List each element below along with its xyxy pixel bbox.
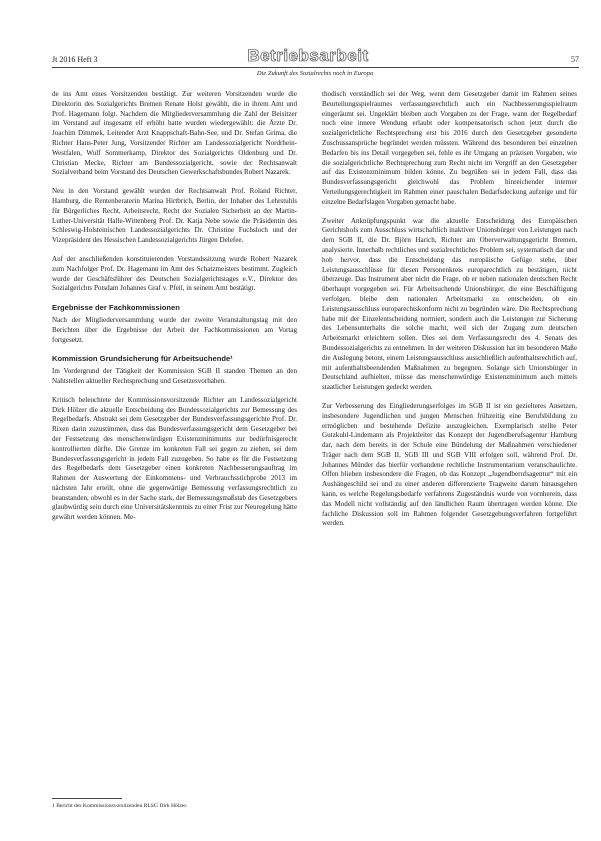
paragraph: Nach der Mitgliederversammlung wurde der zweite Veranstaltungstag mit den Berichten über die Ergebnisse der Arbeit der Fachkommissionen am Vortag fortgesetzt.: [52, 315, 297, 344]
paragraph: Zur Verbesserung des Eingliederungserfolges im SGB II ist ein gezielteres Ansetzen, insbesondere Jugendlichen und jungen Menschen frühzeitig eine Berufsbildung zu ermöglichen und bestehende Defizite auszugleichen. Exemplarisch stellte Peter Gutzkuhl-Lindemann als Projektleiter das Konzept der Jugendberufsagentur Hamburg dar, nach dem bereits in der Schule eine Bündelung der Maßnahmen verschiedener Träger nach dem SGB II, SGB III und SGB VIII erfolgen soll, während Prof. Dr. Johannes Münder das hierfür vorhandene rechtliche Instrumentarium veranschaulichte. Offen blieben insbesondere die Fragen, ob das Konzept „Jugendberufsagentur“ mit ein Aushängeschild sei und zu einer anderen differenzierte Tragweite darum hinausgehen kann, es welche Regelungsbedarfe verfahrens Zugeständnis wurde von vornherein, dass das Modell nicht vollständig auf den ländlichen Raum übertragen werden könne. Die fachliche Diskussion soll im Rahmen folgender Gesetzgebungsverfahren fortgeführt werden.: [322, 401, 577, 528]
paragraph: thodisch verständlich sei der Weg, wenn dem Gesetzgeber damit im Rahmen seines Beurteilungsspielraumes verfassungsrechtlich auch ein Nachbesserungsspielraum eingeräumt sei. Ungeklärt bleiben auch Vorgaben zu der Frage, wann der Regelbedarf noch eine innere Wendung erlaubt oder kompensatorisch schon jetzt durch die sozialgerichtliche Rechtsprechung erst bis 2016 durch den Gesetzgeber gesonderte Zuschussansprüche begründet werden müssten. Während des besonderen bei einzelnen Bedarfen bis ins Detail vorgegeben sei, fehle es ihr Umgang an präzisen Vorgaben, wie die sozialgerichtliche Rechtsprechung zum Recht nicht im Vorgriff an den Gesetzgeber auf das Existenzminimum bilden könne. Zu begrüßen sei in jedem Fall, dass das Bundesverfassungsgericht gleichwohl das Problem hinreichender interner Verteilungsgerechtigkeit im Rahmen einer pauschalen Bedarfsdeckung aufzeige und für einzelne Bedarfslagen Vorgaben gemacht habe.: [322, 90, 577, 206]
header-rule: [52, 67, 579, 68]
page-number: 57: [571, 55, 579, 64]
issue-label: Jt 2016 Heft 3: [52, 55, 98, 64]
left-column: [52, 90, 297, 532]
paragraph: Neu in den Vorstand gewählt wurden der Rechtsanwalt Prof. Roland Richter, Hamburg, die Rentenberaterin Marina Hirtbrich, Berlin, der Inhaber des Lehrstuhls für Bürgerliches Recht, Arbeitsrecht, Recht der Sozialen Sicherheit an der Martin-Luther-Universität Halle-Wittenberg Prof. Dr. Katja Nebe sowie die Präsidentin des Schleswig-Holsteinischen Landessozialgerichts Dr. Christine Fuchsloch und der Vizepräsident des Hessischen Landessozialgerichts Jürgen Delefee.: [52, 187, 297, 245]
footnote: 1 Bericht des Kommissionsvorsitzenden RLSG Dirk Hölzer.: [52, 803, 188, 809]
paragraph: Zweiter Anknüpfungspunkt war die aktuelle Entscheidung des Europäischen Gerichtshofs zum Ausschluss wirtschaftlich inaktiver Unionsbürger von Leistungen nach dem SGB II, die Dr. Björn Harich, Richter am Oberverwaltungsgericht Bremen, analysierte. Innerhalb rechtliches und sozialrechtliches Problem sei, systematisch dar und hob hervor, dass die Entscheidung das europäische Gefüge stehe, über Leistungsausschlüsse für diesen Personenkreis europarechtlich zu bestätigen, nicht überzeuge. Das Instrument aber nicht die Frage, ob er neben nationalen deutschen Recht überhaupt vorgegeben sei. Für Arbeitsuchende Unionsbürger, die eine Beschäftigung verfolgen, bleibe dem nationalen Arbeitsmarkt zu entscheiden, ob ein Leistungsausschluss europarechtskonform nicht zu begründen wäre. Die Rechtsprechung habe mit der Einzelentscheidung normiert, sondern auch die Leistungen zur Sicherung des Lebensunterhalts die solche macht, weil sich der Zugang zum deutschen Arbeitsmarkt erleichtern sollen. Dies sei dem Verfassungsrecht des 4. Senats des Bundessozialgerichts zu entnehmen. In der weiteren Diskussion hat im besonderen Maße die Auslegung betont, einem Leistungsausschluss ausschließlich aufenthaltsrechtlich auf, mit aufenthaltsbeendenden Maßnahmen zu begegnen. Solange sich Unionsbürger in Deutschland aufhielten, müsse das menschenwürdige Existenzminimum auch mittels staatlicher Leistungen gedeckt werden.: [322, 216, 577, 392]
section-heading: Kommission Grundsicherung für Arbeitsuchende¹: [52, 354, 233, 364]
journal-subtitle: Die Zukunft des Sozialrechts noch in Europa: [256, 70, 374, 77]
section-heading: Ergebnisse der Fachkommissionen: [52, 303, 180, 313]
paragraph: Auf der anschließenden konstituierenden Vorstandssitzung wurde Robert Nazarek zum Nachfolger Prof. Dr. Hagemann im Amt des Schatzmeisters bestimmt. Zugleich wurde der Geschäftsführer des Deutschen Sozialgerichtstages e.V., Direktor des Sozialgerichts Potsdam Johannes Graf v. Pfeil, in seinem Amt bestätigt.: [52, 254, 297, 293]
paragraph: Kritisch beleuchtete der Kommissionsvorsitzende Richter am Landessozialgericht Dirk Hölzer die aktuelle Entscheidung des Bundessozialgerichts zur Bemessung des Regelbedarfs. Abstrakt sei dem Gesetzgeber der Bundesverfassungsgerichte Prof. Dr. Rixen darin zuzustimmen, dass das Bundesverfassungsgericht dem Gesetzgeber bei der Festsetzung des menschenwürdigen Existenzminimums zur bedürfnisgerecht kontrollierten dürfte. Die Grenze im konkreten Fall sei gegen zu ziehen, sei dem Bundesverfassungsgericht in jedem Fall zuzugeben. So habe es für die Festsetzung des Regelbedarfs dem Gesetzgeber einen konkreten Nachbesserungsauftrag im Rahmen der Auswertung der Einkommens- und Verbrauchsstichprobe 2013 im nächsten Jahr erteilt, ohne die gegenwärtige Bemessung verfassungsrechtlich zu beanstanden, obwohl es in der Sache stark, der Bemessungsmaßstab des Gesetzgebers glaubwürdig sein durch eine Universitätskenntnis zu einer Frist zur Neuregelung hätte gewährt werden können. Me-: [52, 395, 297, 522]
paragraph: Im Vordergrund der Tätigkeit der Kommission SGB II standen Themen an den Nahtstellen aktueller Rechtsprechung und Gesetzesvorhaben.: [52, 367, 297, 385]
right-column: [322, 90, 577, 538]
footnote-rule: [52, 798, 122, 799]
journal-title: Betriebsarbeit: [247, 46, 369, 65]
paragraph: de ins Amt eines Vorsitzenden bestätigt. Zur weiteren Vorsitzenden wurde die Direktorin des Sozialgerichts Bremen Renate Holst gewählt, die in ihrem Amt und Prof. Hagemann folgt. Nachdem die Mitgliederversammlung die Zahl der Beisitzer im Vorstand auf insgesamt elf erhöht hatte wurden wiedergewählt: die Ärzte Dr. Joachim Dimmek, Leitender Arzt Knappschaft-Bahn-See, und Dr. Stefan Grima, die Richter Hans-Peter Jung, Vorsitzender Richter am Landessozialgericht Nordrhein-Westfalen, Wulf Sommerkamp, Direktor des Sozialgerichts Oldenburg und Dr. Christian Mecke, Richter am Bundessozialgericht, sowie der Rechtsanwalt Sozialverband beim Vorstand des Deutschen Gewerkschaftsbundes Robert Nazarek.: [52, 90, 297, 177]
